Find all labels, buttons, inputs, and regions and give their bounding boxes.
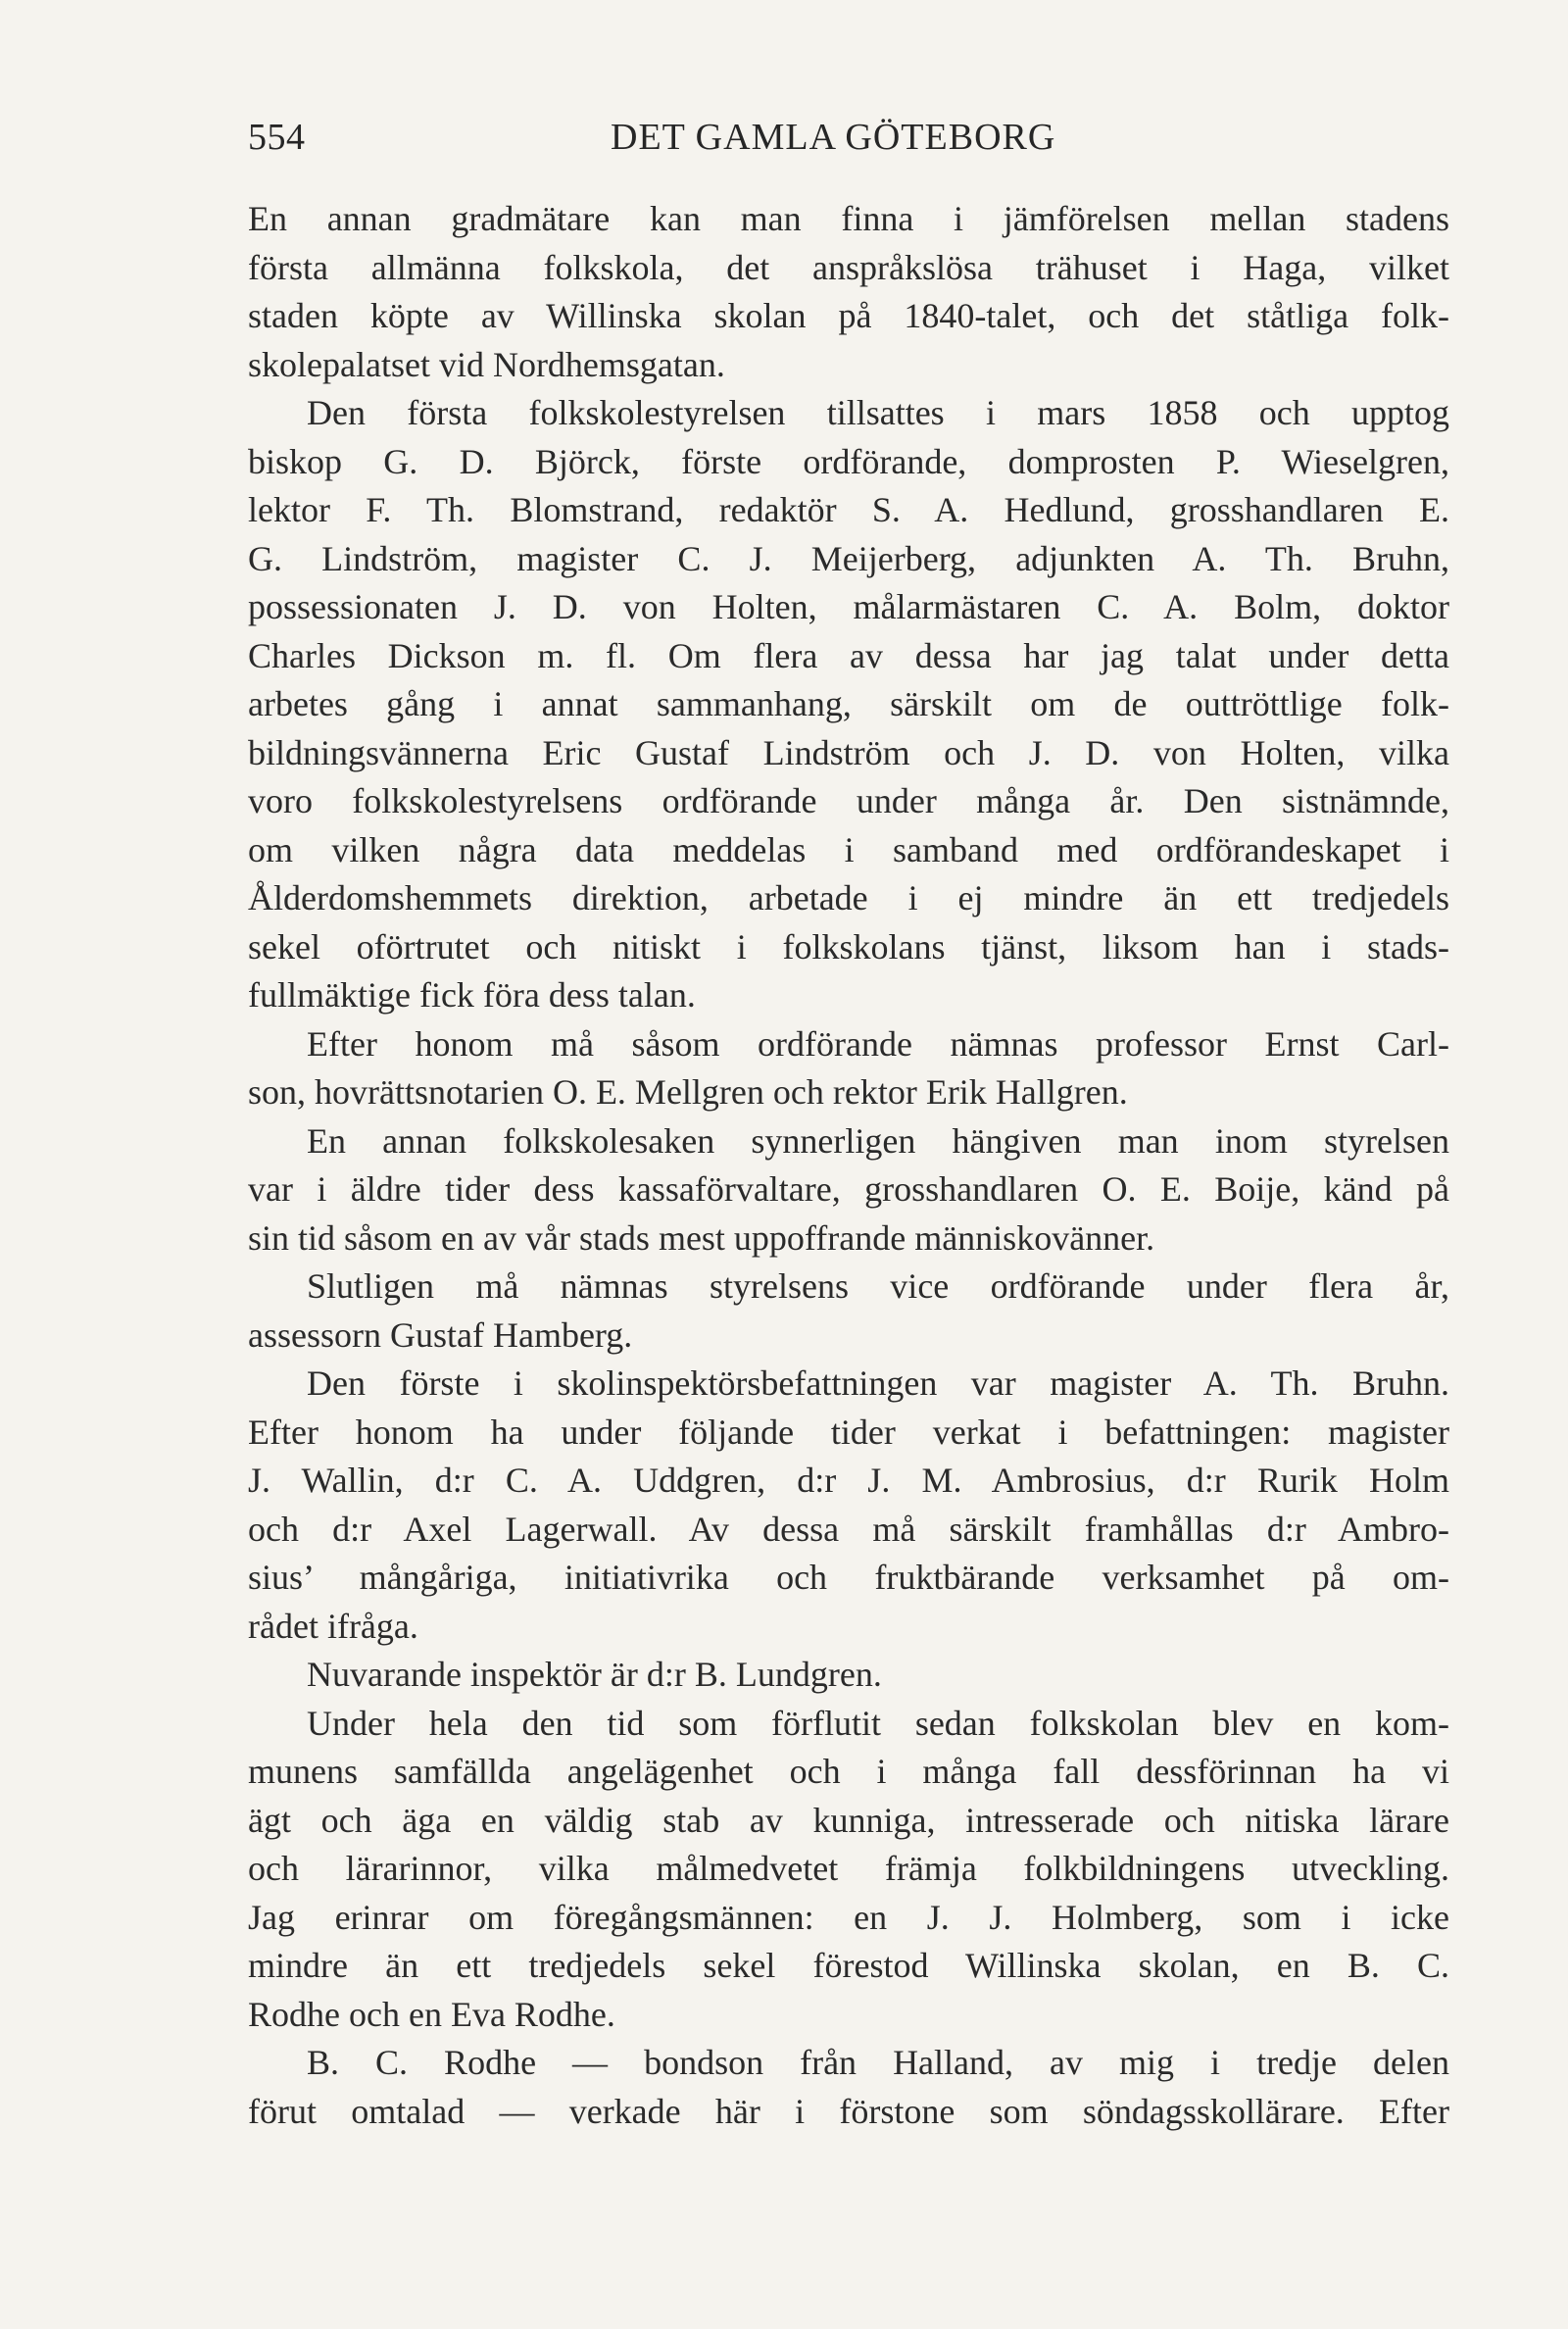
text-line: Efter honom må såsom ordförande nämnas professor Ernst Carl- (307, 1023, 1449, 1064)
text-line: sin tid såsom en av vår stads mest uppoffrande människovänner. (248, 1217, 1155, 1258)
text-line: B. C. Rodhe — bondson från Halland, av mig i tredje delen (307, 2043, 1449, 2082)
text-line: En annan gradmätare kan man finna i jämförelsen mellan stadens (248, 199, 1449, 238)
text-line: Den första folkskolestyrelsen tillsattes i mars 1858 och upptog (307, 393, 1449, 432)
text-line: staden köpte av Willinska skolan på 1840-talet, och det ståtliga folk- (248, 296, 1449, 335)
text-line: sius’ mångåriga, initiativrika och fruktbärande verksamhet på om- (248, 1558, 1449, 1597)
text-line: och lärarinnor, vilka målmedvetet främja folkbildningens utveckling. (248, 1849, 1449, 1888)
body-text (248, 195, 1449, 2136)
text-line: munens samfällda angelägenhet och i många fall dessförinnan ha vi (248, 1752, 1449, 1791)
text-line: J. Wallin, d:r C. A. Uddgren, d:r J. M. Ambrosius, d:r Rurik Holm (248, 1461, 1449, 1500)
text-line: bildningsvännerna Eric Gustaf Lindström och J. D. von Holten, vilka (248, 732, 1449, 772)
text-line: G. Lindström, magister C. J. Meijerberg, adjunkten A. Th. Bruhn, (248, 538, 1449, 578)
text-line: fullmäktige fick föra dess talan. (248, 975, 696, 1015)
text-line: Rodhe och en Eva Rodhe. (248, 1994, 615, 2034)
text-line: rådet ifråga. (248, 1606, 418, 1646)
page-number: 554 (248, 117, 306, 158)
text-line: arbetes gång i annat sammanhang, särskilt om de outtröttlige folk- (248, 684, 1449, 723)
text-line: Slutligen må nämnas styrelsens vice ordförande under flera år, (307, 1266, 1449, 1306)
text-line: Charles Dickson m. fl. Om flera av dessa har jag talat under detta (248, 635, 1449, 675)
text-line: voro folkskolestyrelsens ordförande under många år. Den sistnämnde, (248, 781, 1449, 820)
text-line: första allmänna folkskola, det anspråkslösa trähuset i Haga, vilket (248, 247, 1449, 287)
text-line: son, hovrättsnotarien O. E. Mellgren och rektor Erik Hallgren. (248, 1072, 1128, 1112)
text-line: biskop G. D. Björck, förste ordförande, domprosten P. Wieselgren, (248, 441, 1449, 481)
text-line: om vilken några data meddelas i samband med ordförandeskapet i (248, 829, 1449, 869)
text-line: Efter honom ha under följande tider verkat i befattningen: magister (248, 1412, 1449, 1452)
text-line: Under hela den tid som förflutit sedan folkskolan blev en kom- (307, 1703, 1449, 1743)
text-line: förut omtalad — verkade här i förstone som söndagsskollärare. Efter (248, 2091, 1449, 2131)
text-line: Den förste i skolinspektörsbefattningen var magister A. Th. Bruhn. (307, 1363, 1449, 1403)
text-line: och d:r Axel Lagerwall. Av dessa må särskilt framhållas d:r Ambro- (248, 1509, 1449, 1549)
text-line: Ålderdomshemmets direktion, arbetade i ej mindre än ett tredjedels (248, 878, 1449, 917)
text-line: Nuvarande inspektör är d:r B. Lundgren. (307, 1655, 882, 1694)
page-header (248, 116, 1449, 167)
text-line: possessionaten J. D. von Holten, målarmästaren C. A. Bolm, doktor (248, 587, 1449, 626)
running-title: DET GAMLA GÖTEBORG (611, 117, 1056, 158)
text-line: sekel oförtrutet och nitiskt i folkskolans tjänst, liksom han i stads- (248, 926, 1449, 966)
text-line: var i äldre tider dess kassaförvaltare, grosshandlaren O. E. Boije, känd på (248, 1169, 1449, 1209)
text-line: assessorn Gustaf Hamberg. (248, 1314, 633, 1355)
text-line: lektor F. Th. Blomstrand, redaktör S. A. Hedlund, grosshandlaren E. (248, 490, 1449, 529)
text-line: ägt och äga en väldig stab av kunniga, intresserade och nitiska lärare (248, 1800, 1449, 1840)
text-line: En annan folkskolesaken synnerligen hängiven man inom styrelsen (307, 1120, 1449, 1161)
text-line: skolepalatset vid Nordhemsgatan. (248, 344, 725, 384)
text-line: Jag erinrar om föregångsmännen: en J. J. Holmberg, som i icke (248, 1897, 1449, 1937)
text-line: mindre än ett tredjedels sekel förestod Willinska skolan, en B. C. (248, 1946, 1449, 1985)
